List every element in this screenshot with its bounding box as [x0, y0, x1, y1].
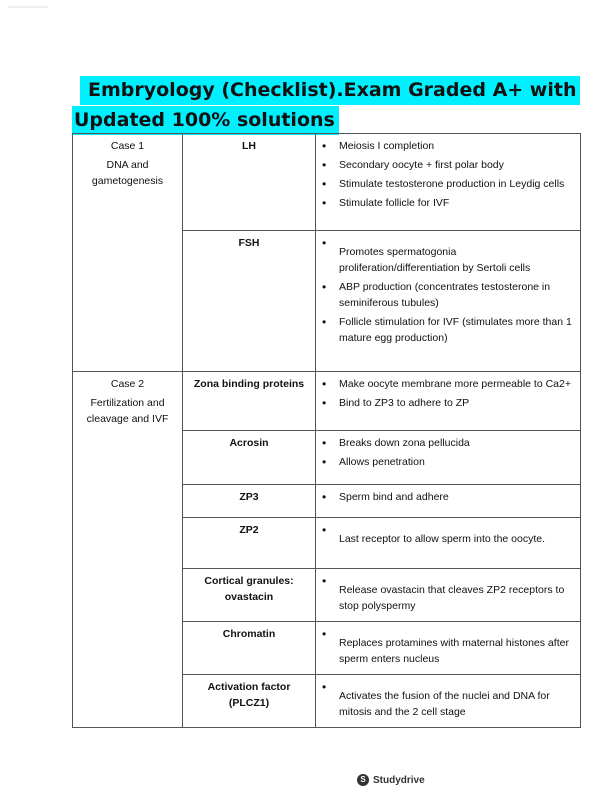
list-item: • Bind to ZP3 to adhere to ZP — [339, 395, 574, 411]
list-item: • Replaces protamines with maternal histones after sperm enters nucleus — [339, 626, 574, 667]
term-cell: FSH — [183, 231, 316, 372]
description-cell — [316, 431, 581, 485]
studydrive-logo-icon: S — [357, 774, 369, 786]
term-cell: Chromatin — [183, 622, 316, 675]
term-cell: Zona binding proteins — [183, 372, 316, 431]
document-title-line-2: Updated 100% solutions — [72, 106, 339, 135]
term-cell: Cortical granules: ovastacin — [183, 569, 316, 622]
list-item: • Meiosis I completion — [339, 138, 574, 154]
description-cell — [316, 134, 581, 231]
description-cell — [316, 231, 581, 372]
term-cell: LH — [183, 134, 316, 231]
list-item: • Promotes spermatogonia proliferation/differentiation by Sertoli cells — [339, 235, 574, 276]
table-row — [73, 372, 581, 431]
list-item: • Stimulate follicle for IVF — [339, 195, 574, 211]
list-item: • Allows penetration — [339, 454, 574, 470]
term-cell: Acrosin — [183, 431, 316, 485]
term-cell: Activation factor (PLCZ1) — [183, 675, 316, 728]
case-topic: Fertilization and cleavage and IVF — [86, 397, 169, 425]
list-item: • Breaks down zona pellucida — [339, 435, 574, 451]
footer-brand[interactable] — [357, 774, 425, 786]
list-item: • Make oocyte membrane more permeable to Ca2+ — [339, 376, 574, 392]
case-cell — [73, 134, 183, 372]
list-item: • ABP production (concentrates testosterone in seminiferous tubules) — [339, 279, 574, 311]
header-mark — [8, 6, 48, 8]
case-label: Case 1 — [110, 140, 145, 152]
case-cell — [73, 372, 183, 728]
list-item: • Release ovastacin that cleaves ZP2 receptors to stop polyspermy — [339, 573, 574, 614]
case-label: Case 2 — [110, 378, 145, 390]
document-title-line-1: Embryology (Checklist).Exam Graded A+ with — [80, 76, 580, 105]
description-cell — [316, 569, 581, 622]
description-cell — [316, 622, 581, 675]
term-cell: ZP3 — [183, 485, 316, 518]
list-item: • Last receptor to allow sperm into the oocyte. — [339, 522, 574, 547]
list-item: • Follicle stimulation for IVF (stimulates more than 1 mature egg production) — [339, 314, 574, 346]
table-row — [73, 134, 581, 231]
footer-brand-label: Studydrive — [373, 774, 425, 786]
description-cell — [316, 675, 581, 728]
description-cell — [316, 372, 581, 431]
list-item: • Sperm bind and adhere — [339, 489, 574, 505]
list-item: • Activates the fusion of the nuclei and DNA for mitosis and the 2 cell stage — [339, 679, 574, 720]
checklist-table — [72, 133, 581, 728]
list-item: • Secondary oocyte + first polar body — [339, 157, 574, 173]
case-topic: DNA and gametogenesis — [91, 159, 164, 187]
list-item: • Stimulate testosterone production in Leydig cells — [339, 176, 574, 192]
term-cell: ZP2 — [183, 518, 316, 569]
description-cell — [316, 485, 581, 518]
description-cell — [316, 518, 581, 569]
